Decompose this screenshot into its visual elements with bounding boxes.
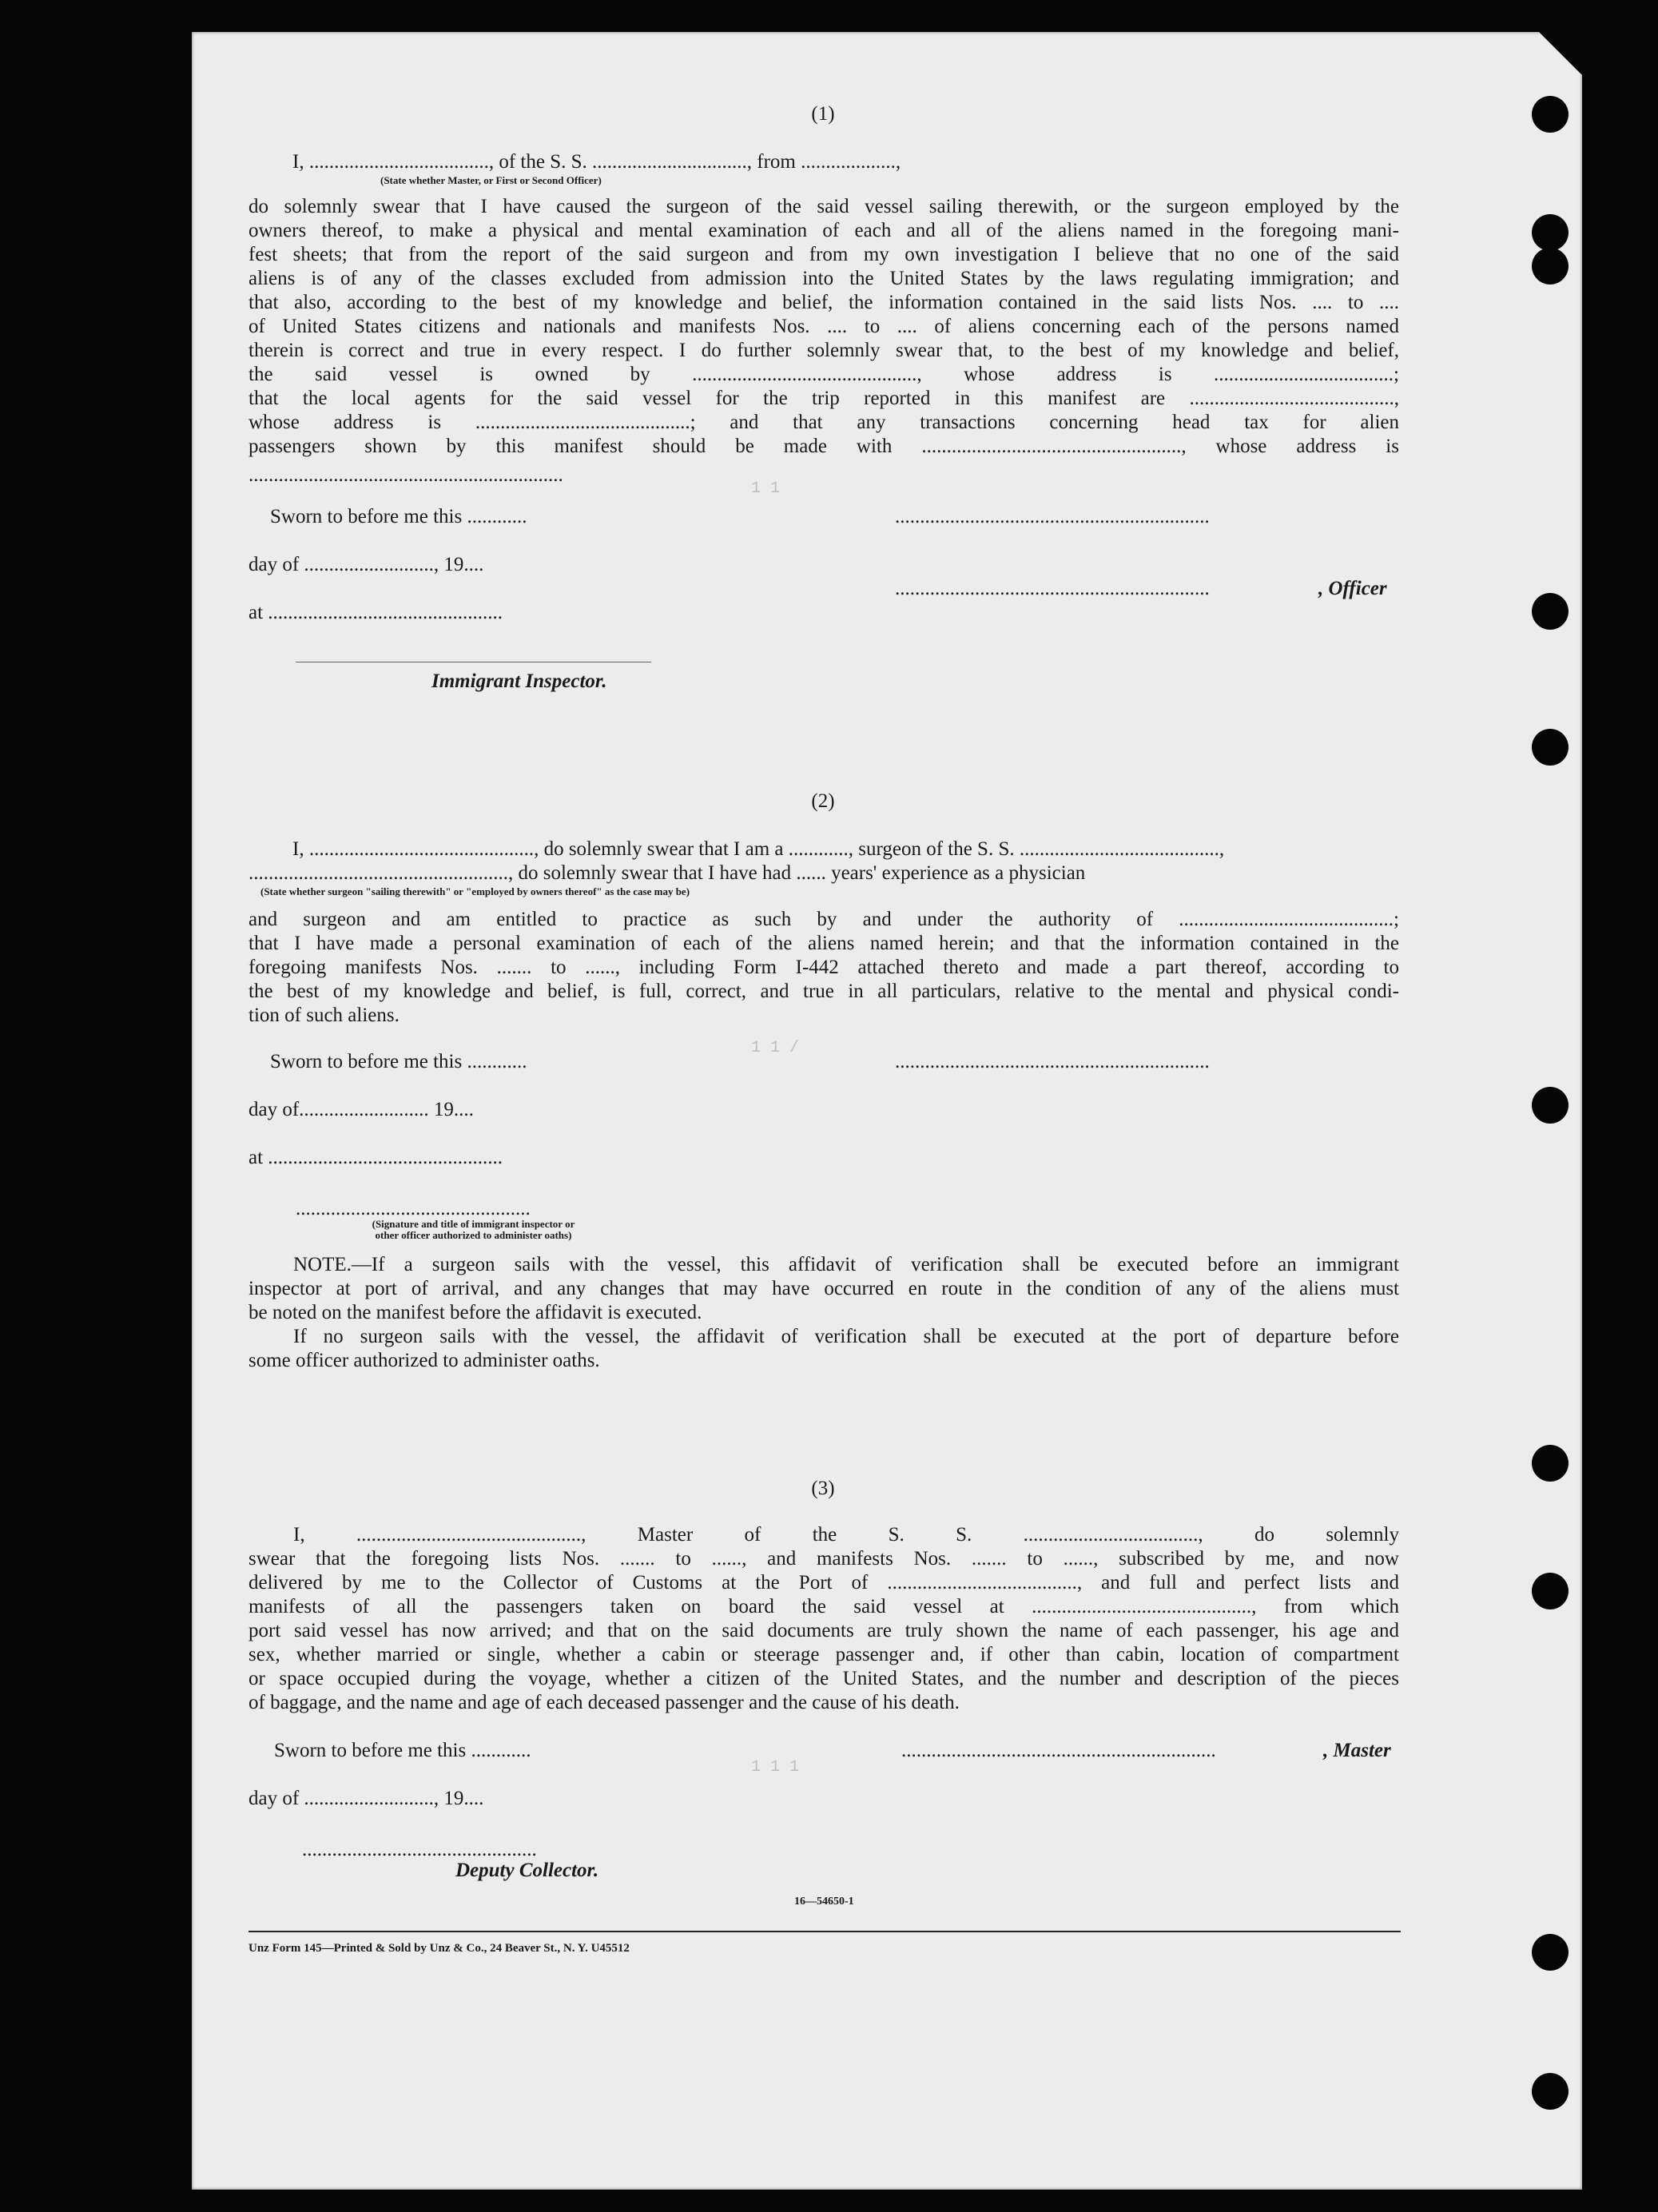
address-dots: ...............................................................	[249, 464, 563, 486]
collector-dots: ...............................................	[302, 1839, 537, 1860]
paragraph-line: If no surgeon sails with the vessel, the affidavit of verification shall be executed at the port of departure before	[293, 1326, 1399, 1347]
at-line-2: at ...............................................	[249, 1147, 503, 1168]
paragraph-line: passengers shown by this manifest should be made with ...................................................., whose address is	[249, 436, 1399, 457]
master-oath-paragraph	[249, 195, 1399, 459]
officer-label: , Officer	[1318, 578, 1387, 599]
sworn-line-1-dots: ...............................................................	[895, 506, 1210, 527]
paragraph-line: and surgeon and am entitled to practice as such by and under the authority of ...........................................;	[249, 909, 1399, 930]
paragraph-line: inspector at port of arrival, and any changes that may have occurred en route in the condition of any of the aliens must	[249, 1278, 1399, 1299]
note-lead: NOTE.	[293, 1254, 352, 1275]
paragraph-line: I, ............................................., Master of the S. S. ..................................., do solemnly	[293, 1524, 1399, 1546]
paragraph-line: do solemnly swear that I have caused the surgeon of the said vessel sailing therewith, or the surgeon employed by the	[249, 196, 1399, 217]
section-2-number: (2)	[811, 790, 835, 812]
immigrant-inspector-label: Immigrant Inspector.	[431, 670, 607, 692]
master-label: , Master	[1323, 1740, 1391, 1761]
paragraph-line: manifests of all the passengers taken on board the said vessel at ............................................, from which	[249, 1596, 1399, 1617]
section-3-number: (3)	[811, 1478, 835, 1499]
paragraph-line: or space occupied during the voyage, whether a citizen of the United States, and the number and description of the pieces	[249, 1668, 1399, 1689]
paragraph-line: the said vessel is owned by ............................................., whose address is ....................................;	[249, 364, 1399, 385]
officer-signature-dots: ...............................................................	[895, 578, 1210, 599]
paragraph-line: foregoing manifests Nos. ....... to ......, including Form I-442 attached thereto and made a part thereof, according to	[249, 957, 1399, 978]
paragraph-line: tion of such aliens.	[249, 1005, 400, 1026]
sworn-line-3: Sworn to before me this ............	[274, 1740, 531, 1761]
bleed-through-mark: 1 1 /	[751, 1039, 800, 1057]
paragraph-line	[249, 1253, 1399, 1277]
deputy-collector-label: Deputy Collector.	[455, 1860, 599, 1881]
note-paragraph	[249, 1253, 1399, 1373]
paragraph-line: that the local agents for the said vessel for the trip reported in this manifest are .........................................,	[249, 388, 1399, 409]
day-line-2: day of.......................... 19....	[249, 1099, 474, 1120]
oath-line-1: I, ...................................., of the S. S. ..............................., from ...................,	[292, 151, 901, 173]
binder-hole	[1532, 1445, 1569, 1482]
bleed-through-mark: 1 1	[751, 479, 781, 498]
form-code: 16—54650-1	[794, 1896, 854, 1908]
paragraph-line: sex, whether married or single, whether a cabin or steerage passenger and, if other than cabin, location of compartment	[249, 1644, 1399, 1665]
paragraph-line: be noted on the manifest before the affidavit is executed.	[249, 1302, 702, 1323]
paragraph-line: owners thereof, to make a physical and mental examination of each and all of the aliens named in the foregoing mani-	[249, 220, 1399, 241]
at-line-1: at ...............................................	[249, 602, 503, 623]
paragraph-line: some officer authorized to administer oaths.	[249, 1350, 600, 1371]
master-signature-dots: ...............................................................	[901, 1740, 1216, 1761]
surgeon-line-1: I, ............................................., do solemnly swear that I am a ............, surgeon of the S. S. ........................................,	[292, 838, 1225, 860]
binder-hole	[1532, 1573, 1569, 1609]
sworn-line-1: Sworn to before me this ............	[270, 506, 527, 527]
binder-hole	[1532, 593, 1569, 630]
paragraph-line: delivered by me to the Collector of Customs at the Port of ......................................, and full and perfect lists and	[249, 1572, 1399, 1593]
officer-rank-caption: (State whether Master, or First or Second Officer)	[380, 174, 602, 186]
section-1-number: (1)	[811, 103, 835, 125]
printer-footer: Unz Form 145—Printed & Sold by Unz & Co., 24 Beaver St., N. Y. U45512	[249, 1942, 630, 1955]
signature-dots-2: ...............................................	[296, 1198, 531, 1219]
binder-hole	[1532, 729, 1569, 766]
paragraph-line: aliens is of any of the classes excluded from admission into the United States by the laws regulating immigration; and	[249, 268, 1399, 289]
sworn-line-2: Sworn to before me this ............	[270, 1051, 527, 1072]
footer-rule	[249, 1931, 1401, 1932]
surgeon-oath-paragraph	[249, 908, 1399, 1028]
signature-caption-2: other officer authorized to administer oaths)	[375, 1229, 572, 1241]
binder-hole	[1532, 214, 1569, 251]
paragraph-line: of United States citizens and nationals and manifests Nos. .... to .... of aliens concerning each of the persons named	[249, 316, 1399, 337]
note-text: —If a surgeon sails with the vessel, this affidavit of verification shall be executed before an immigrant	[351, 1254, 1399, 1275]
surgeon-type-caption: (State whether surgeon "sailing therewith" or "employed by owners thereof" as the case may be)	[260, 885, 690, 897]
binder-hole	[1532, 248, 1569, 284]
master-oath-paragraph-3	[249, 1523, 1399, 1715]
signature-caption-1: (Signature and title of immigrant inspector or	[372, 1218, 575, 1230]
day-line-3: day of .........................., 19....	[249, 1788, 484, 1809]
paragraph-line: therein is correct and true in every respect. I do further solemnly swear that, to the best of my knowledge and belief,	[249, 340, 1399, 361]
binder-hole	[1532, 96, 1569, 133]
binder-hole	[1532, 2073, 1569, 2110]
paragraph-line: that I have made a personal examination of each of the aliens named herein; and that the information contained in the	[249, 933, 1399, 954]
binder-hole	[1532, 1934, 1569, 1971]
paragraph-line: fest sheets; that from the report of the said surgeon and from my own investigation I believe that no one of the said	[249, 244, 1399, 265]
paragraph-line: the best of my knowledge and belief, is full, correct, and true in all particulars, relative to the mental and physical condi-	[249, 981, 1399, 1002]
sworn-line-2-dots: ...............................................................	[895, 1051, 1210, 1072]
day-line-1: day of .........................., 19....	[249, 554, 484, 575]
paragraph-line: swear that the foregoing lists Nos. ....... to ......, and manifests Nos. ....... to ......, subscribed by me, and now	[249, 1548, 1399, 1569]
folded-corner	[1539, 32, 1582, 75]
paragraph-line: port said vessel has now arrived; and that on the said documents are truly shown the name of each passenger, his age and	[249, 1620, 1399, 1641]
paragraph-line: whose address is ...........................................; and that any transactions concerning head tax for alien	[249, 412, 1399, 433]
paragraph-line: that also, according to the best of my knowledge and belief, the information contained in the said lists Nos. .... to ....	[249, 292, 1399, 313]
bleed-through-mark: 1 1 1	[751, 1758, 800, 1776]
binder-hole	[1532, 1087, 1569, 1124]
surgeon-line-2: ...................................................., do solemnly swear that I have had ...... years' experience as a physician	[249, 862, 1086, 884]
paragraph-line: of baggage, and the name and age of each deceased passenger and the cause of his death.	[249, 1692, 960, 1713]
